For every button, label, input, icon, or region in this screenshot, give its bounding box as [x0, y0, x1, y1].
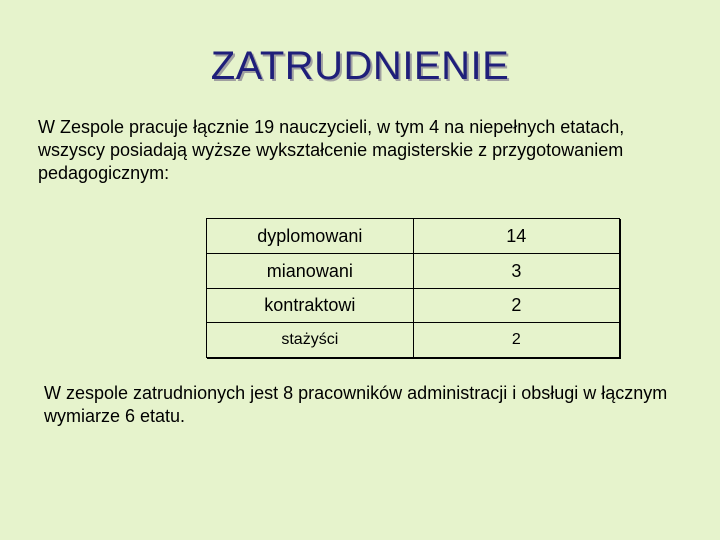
count-cell: 14 — [413, 219, 619, 254]
slide-title: ZATRUDNIENIE — [210, 44, 510, 88]
table-row — [207, 254, 620, 289]
category-cell: stażyści — [207, 323, 414, 358]
table-row — [207, 219, 620, 254]
count-cell: 2 — [413, 323, 619, 358]
outro-paragraph: W zespole zatrudnionych jest 8 pracowników administracji i obsługi w łącznym wymiarze 6 etatu. — [44, 383, 668, 426]
intro-paragraph: W Zespole pracuje łącznie 19 nauczycieli, w tym 4 na niepełnych etatach, wszyscy posiadają wyższe wykształcenie magisterskie z przygotowaniem pedagogicznym: — [38, 117, 625, 183]
category-cell: dyplomowani — [207, 219, 414, 254]
category-cell: kontraktowi — [207, 289, 414, 323]
teacher-grades-table — [206, 218, 620, 358]
table-row — [207, 323, 620, 358]
table-row — [207, 289, 620, 323]
category-cell: mianowani — [207, 254, 414, 289]
count-cell: 2 — [413, 289, 619, 323]
count-cell: 3 — [413, 254, 619, 289]
